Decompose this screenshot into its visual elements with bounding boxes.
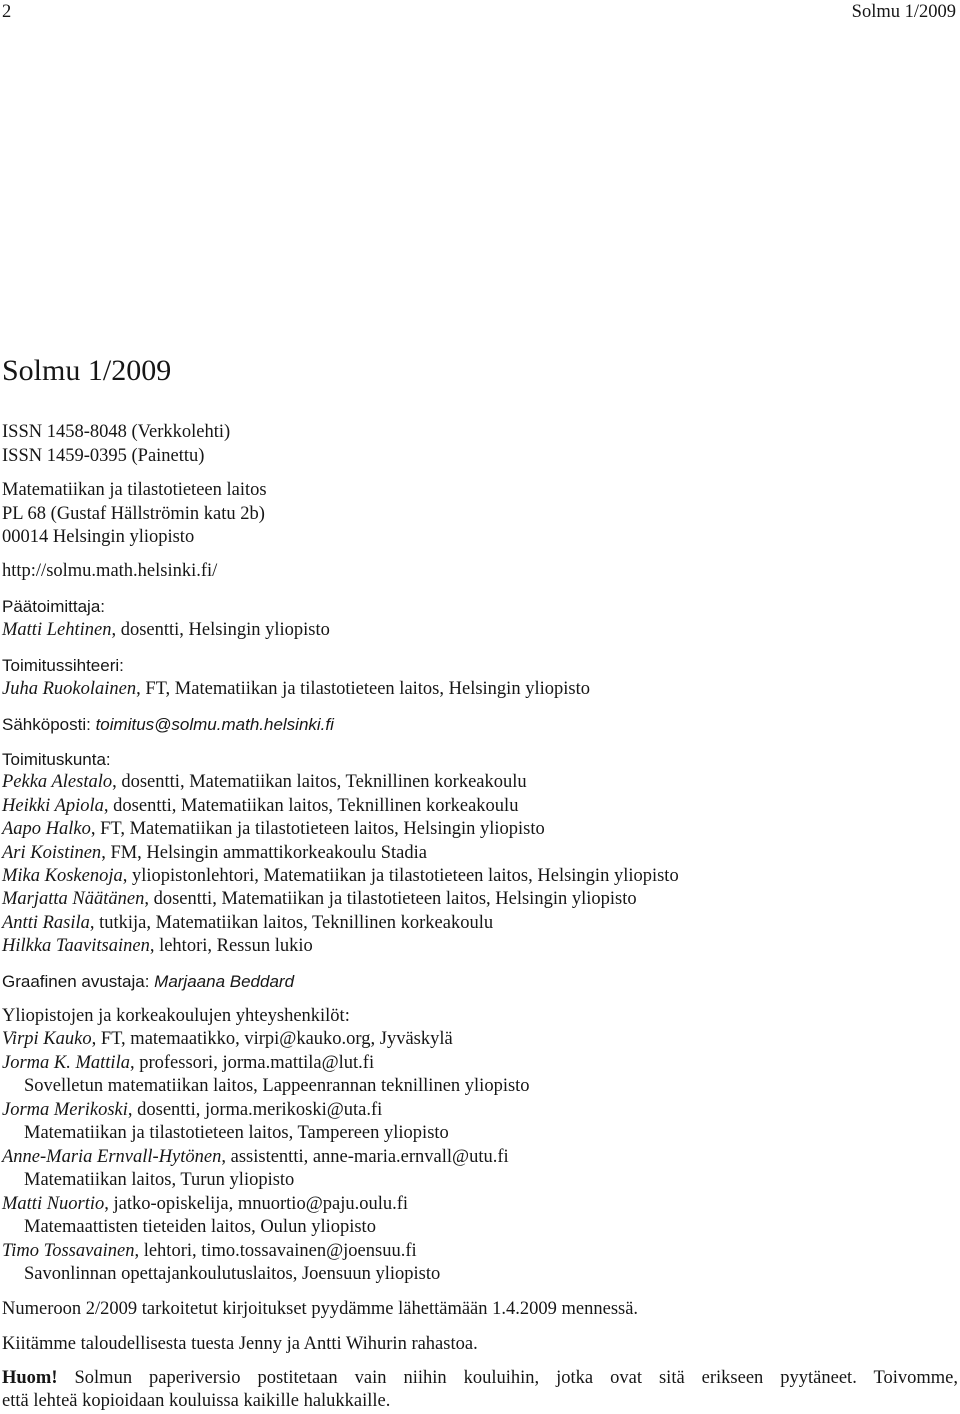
board-member <box>2 771 679 794</box>
person-name: Mika Koskenoja <box>2 866 123 887</box>
editorial-board <box>2 748 679 959</box>
notice-text-1: Solmun paperiversio postitetaan vain niihin kouluihin, jotka ovat sitä erikseen pyytäneet. Toivomme, <box>74 1368 958 1388</box>
person-name: Hilkka Taavitsainen <box>2 936 150 957</box>
person-details: , dosentti, Matematiikan laitos, Teknillinen korkeakoulu <box>112 772 527 793</box>
editor-in-chief-block <box>2 595 330 642</box>
person-details: , jatko-opiskelija, mnuortio@paju.oulu.fi <box>104 1193 409 1214</box>
person-details: , dosentti, Matematiikan ja tilastotieteen laitos, Helsingin yliopisto <box>144 889 637 910</box>
address-block <box>2 479 267 550</box>
person-details: , yliopistonlehtori, Matematiikan ja tilastotieteen laitos, Helsingin yliopisto <box>122 866 679 887</box>
person-name: Anne-Maria Ernvall-Hytönen <box>2 1146 222 1167</box>
person-name: Matti Lehtinen <box>2 619 112 640</box>
address-line: 00014 Helsingin yliopisto <box>2 527 195 547</box>
website-url: http://solmu.math.helsinki.fi/ <box>2 561 218 581</box>
person-details: , FT, Matematiikan ja tilastotieteen laitos, Helsingin yliopisto <box>90 819 545 840</box>
contact-affiliation: Savonlinnan opettajankoulutuslaitos, Joensuun yliopisto <box>24 1263 441 1284</box>
person-details: , FT, matemaatikko, virpi@kauko.org, Jyväskylä <box>91 1029 453 1050</box>
contact-affiliation: Matemaattisten tieteiden laitos, Oulun yliopisto <box>24 1217 376 1238</box>
person-name: Aapo Halko <box>2 819 91 840</box>
person-name: Antti Rasila <box>2 912 90 933</box>
editor-in-chief-label: Päätoimittaja: <box>2 597 105 616</box>
contact-affiliation: Sovelletun matematiikan laitos, Lappeenrannan teknillinen yliopisto <box>24 1076 530 1097</box>
running-title: Solmu 1/2009 <box>851 2 956 22</box>
address-line: PL 68 (Gustaf Hällströmin katu 2b) <box>2 503 265 524</box>
contact-affiliation: Matematiikan laitos, Turun yliopisto <box>24 1170 295 1191</box>
contact-person <box>2 1146 530 1169</box>
issn-block <box>2 421 230 468</box>
contact-person <box>2 1099 530 1122</box>
notice-paragraph <box>2 1367 958 1413</box>
secretary-block <box>2 654 590 701</box>
university-contacts-label: Yliopistojen ja korkeakoulujen yhteyshenkilöt: <box>2 1006 350 1026</box>
person-details: , lehtori, timo.tossavainen@joensuu.fi <box>134 1240 417 1261</box>
person-details: , dosentti, Helsingin yliopisto <box>111 619 330 640</box>
person-details: , lehtori, Ressun lukio <box>149 936 313 957</box>
board-member <box>2 842 679 865</box>
issn-online: ISSN 1458-8048 (Verkkolehti) <box>2 422 231 442</box>
secretary-label: Toimitussihteeri: <box>2 656 124 675</box>
issn-print: ISSN 1459-0395 (Painettu) <box>2 445 205 466</box>
contact-person <box>2 1028 530 1051</box>
secretary-entry <box>2 678 590 702</box>
editorial-board-label: Toimituskunta: <box>2 750 111 769</box>
person-details: , dosentti, Matematiikan laitos, Teknillinen korkeakoulu <box>103 795 519 816</box>
editor-in-chief-entry <box>2 619 330 643</box>
board-member <box>2 888 679 911</box>
thanks-note: Kiitämme taloudellisesta tuesta Jenny ja Antti Wihurin rahastoa. <box>2 1334 478 1354</box>
graphic-assistant-name: Marjaana Beddard <box>154 972 295 991</box>
person-name: Juha Ruokolainen <box>2 678 137 699</box>
notice-line-1 <box>2 1367 958 1390</box>
person-details: , FT, Matematiikan ja tilastotieteen laitos, Helsingin yliopisto <box>136 678 590 699</box>
contact-person <box>2 1052 530 1075</box>
notice-label: Huom! <box>2 1368 58 1388</box>
email-address: toimitus@solmu.math.helsinki.fi <box>95 715 334 734</box>
page-title: Solmu 1/2009 <box>2 354 172 387</box>
person-name: Marjatta Näätänen <box>2 889 145 910</box>
person-details: , FM, Helsingin ammattikorkeakoulu Stadia <box>101 842 427 863</box>
person-name: Pekka Alestalo <box>2 772 113 793</box>
deadline-note: Numeroon 2/2009 tarkoitetut kirjoitukset pyydämme lähettämään 1.4.2009 mennessä. <box>2 1299 639 1319</box>
university-contacts <box>2 1005 530 1286</box>
board-member <box>2 795 679 818</box>
notice-text-2: että lehteä kopioidaan kouluissa kaikille halukkaille. <box>2 1391 391 1411</box>
person-name: Heikki Apiola <box>2 795 104 816</box>
person-name: Jorma K. Mattila <box>2 1052 130 1073</box>
page-number: 2 <box>2 2 12 22</box>
person-name: Ari Koistinen <box>2 842 102 863</box>
contact-person <box>2 1240 530 1263</box>
board-member <box>2 818 679 841</box>
board-member <box>2 865 679 888</box>
person-name: Matti Nuortio <box>2 1193 105 1214</box>
contact-affiliation: Matematiikan ja tilastotieteen laitos, Tampereen yliopisto <box>24 1123 449 1144</box>
email-line <box>2 713 334 737</box>
person-details: , tutkija, Matematiikan laitos, Teknillinen korkeakoulu <box>89 912 494 933</box>
person-details: , professori, jorma.mattila@lut.fi <box>129 1052 375 1073</box>
contact-person <box>2 1193 530 1216</box>
graphic-assistant-line <box>2 970 294 994</box>
person-details: , assistentti, anne-maria.ernvall@utu.fi <box>221 1146 509 1167</box>
person-details: , dosentti, jorma.merikoski@uta.fi <box>127 1099 383 1120</box>
address-line: Matematiikan ja tilastotieteen laitos <box>2 480 267 500</box>
email-label: Sähköposti: <box>2 715 91 734</box>
board-member <box>2 935 679 958</box>
person-name: Jorma Merikoski <box>2 1099 128 1120</box>
graphic-assistant-label: Graafinen avustaja: <box>2 972 150 991</box>
board-member <box>2 912 679 935</box>
person-name: Virpi Kauko <box>2 1029 92 1050</box>
person-name: Timo Tossavainen <box>2 1240 135 1261</box>
